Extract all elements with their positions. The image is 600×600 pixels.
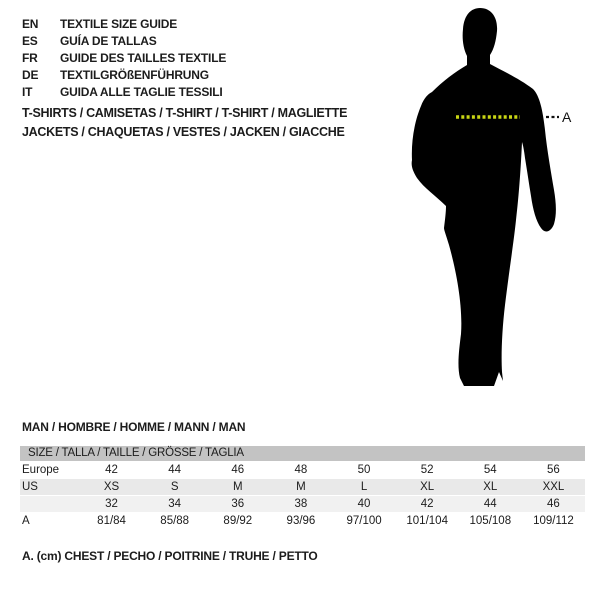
language-list <box>22 16 226 101</box>
man-silhouette-figure <box>398 5 578 395</box>
table-row <box>20 479 585 495</box>
category-line-jackets: JACKETS / CHAQUETAS / VESTES / JACKEN / GIACCHE <box>22 124 345 139</box>
table-cell: 105/108 <box>469 515 512 527</box>
table-cell: 109/112 <box>533 515 574 527</box>
table-row <box>20 513 585 529</box>
table-cell: 93/96 <box>286 515 316 527</box>
measure-label-a: A <box>562 109 572 125</box>
language-label: GUIDE DES TAILLES TEXTILE <box>60 51 227 65</box>
table-cell: 44 <box>483 498 497 510</box>
section-title-man: MAN / HOMBRE / HOMME / MANN / MAN <box>22 420 246 434</box>
language-label: GUÍA DE TALLAS <box>60 34 157 48</box>
language-row <box>22 67 226 84</box>
language-code: DE <box>22 68 39 82</box>
table-row <box>20 496 585 512</box>
table-cell: M <box>233 481 243 493</box>
table-cell: XL <box>420 481 435 493</box>
table-cell: 46 <box>231 464 245 476</box>
language-label: TEXTILE SIZE GUIDE <box>60 17 178 31</box>
size-table-body <box>20 462 585 529</box>
category-line-tshirts: T-SHIRTS / CAMISETAS / T-SHIRT / T-SHIRT / MAGLIETTE <box>22 106 348 120</box>
size-table <box>20 446 585 530</box>
table-cell: 32 <box>105 498 118 510</box>
language-code: FR <box>22 51 38 65</box>
table-cell: 52 <box>420 464 434 476</box>
language-row <box>22 50 226 67</box>
table-cell: XL <box>483 481 498 493</box>
table-cell: 40 <box>357 498 371 510</box>
table-cell: XS <box>103 481 120 493</box>
table-cell: 44 <box>168 464 182 476</box>
table-cell: 42 <box>105 464 118 476</box>
language-row <box>22 84 226 101</box>
table-cell: 97/100 <box>346 515 382 527</box>
language-code: IT <box>22 85 33 99</box>
language-row <box>22 16 226 33</box>
table-cell: S <box>170 481 179 493</box>
category-lines <box>22 104 347 141</box>
table-row-label: A <box>22 515 30 527</box>
man-silhouette-svg <box>398 5 578 395</box>
table-cell: 50 <box>357 464 371 476</box>
table-cell: 34 <box>168 498 182 510</box>
language-label: GUIDA ALLE TAGLIE TESSILI <box>60 85 223 99</box>
table-cell: 101/104 <box>406 515 448 527</box>
table-cell: 48 <box>294 464 308 476</box>
language-code: ES <box>22 34 38 48</box>
table-row-label <box>20 496 80 512</box>
table-cell: 89/92 <box>223 515 253 527</box>
measurement-footnote: A. (cm) CHEST / PECHO / POITRINE / TRUHE / PETTO <box>22 549 318 563</box>
table-cell: 46 <box>547 498 560 510</box>
table-cell: 56 <box>547 464 560 476</box>
language-code: EN <box>22 17 39 31</box>
table-cell: 42 <box>420 498 434 510</box>
table-cell: 38 <box>294 498 308 510</box>
language-row <box>22 33 226 50</box>
table-cell: 85/88 <box>160 515 190 527</box>
table-row-label: Europe <box>22 464 60 476</box>
table-row-label: US <box>22 481 38 493</box>
table-cell: XXL <box>542 481 565 493</box>
table-cell: L <box>360 481 368 493</box>
table-cell: M <box>296 481 306 493</box>
table-cell: 81/84 <box>97 515 126 527</box>
size-table-header: SIZE / TALLA / TAILLE / GRÖSSE / TAGLIA <box>20 446 585 461</box>
table-cell: 36 <box>231 498 245 510</box>
table-row <box>20 462 585 478</box>
table-cell: 54 <box>483 464 497 476</box>
language-label: TEXTILGRÖßENFÜHRUNG <box>60 68 209 82</box>
man-silhouette <box>412 8 556 386</box>
